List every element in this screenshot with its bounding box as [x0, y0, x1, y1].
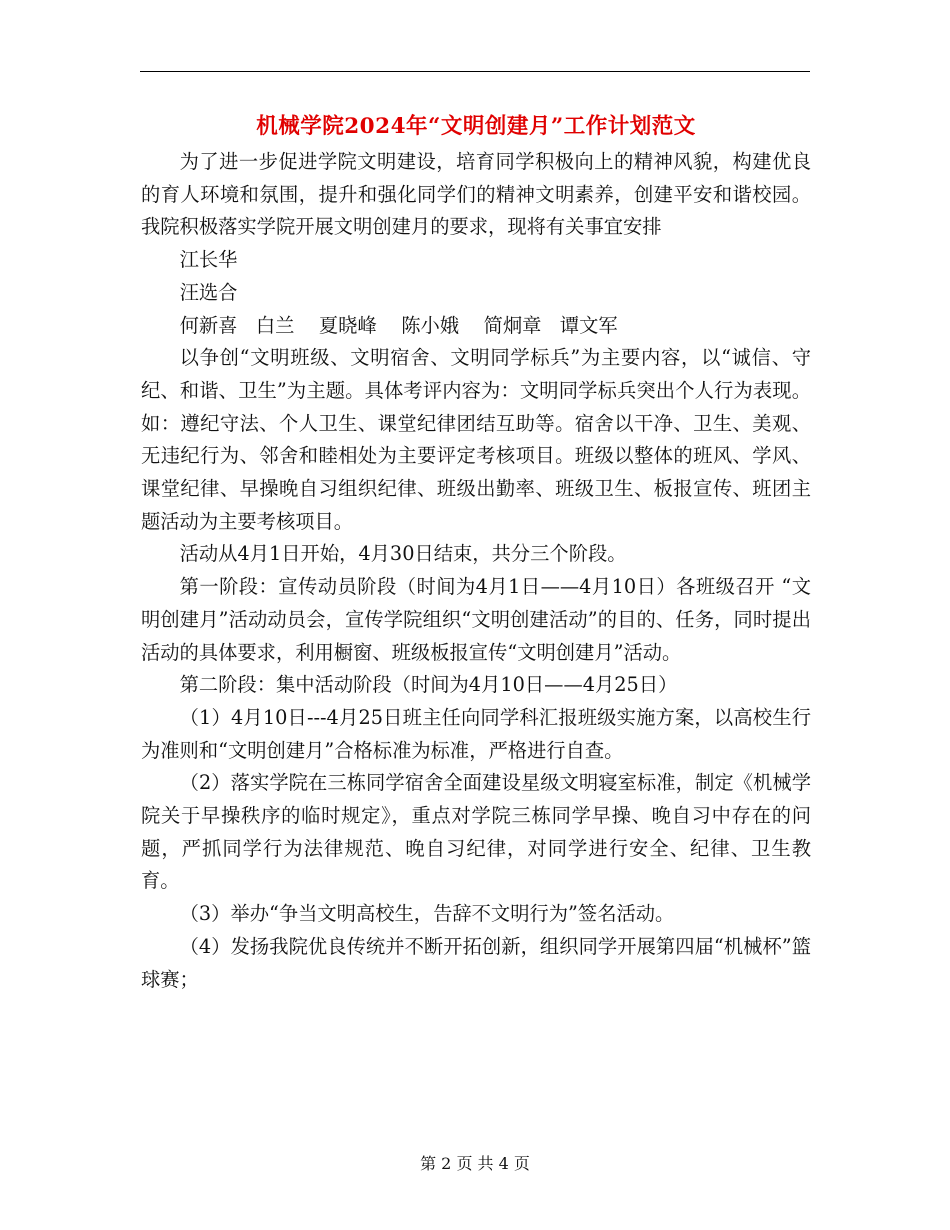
names-row: 何新喜 白兰 夏晓峰 陈小娥 简炯章 谭文军 — [179, 313, 618, 337]
page-number: 第 2 页 共 4 页 — [420, 1154, 530, 1173]
header-rule — [140, 71, 810, 72]
paragraph-intro: 为了进一步促进学院文明建设，培育同学积极向上的精神风貌，构建优良的育人环境和氛围，提升和强化同学们的精神文明素养，创建平安和谐校园。我院积极落实学院开展文明创建月的要求，现将有关事宜安排 — [141, 150, 811, 239]
name-line-2: 汪选合 — [179, 280, 238, 304]
name-line-1: 江长华 — [179, 248, 238, 272]
document-title: 机械学院2024年“文明创建月”工作计划范文 — [256, 114, 696, 139]
paragraph-content: 以争创“文明班级、文明宿舍、文明同学标兵”为主要内容，以“诚信、守纪、和谐、卫生”为主题。具体考评内容为：文明同学标兵突出个人行为表现。如：遵纪守法、个人卫生、课堂纪律团结互助等。宿舍以干净、卫生、美观、无违纪行为、邻舍和睦相处为主要评定考核项目。班级以整体的班风、学风、课堂纪律、早操晚自习组织纪律、班级出勤率、班级卫生、板报宣传、班团主题活动为主要考核项目。 — [141, 346, 811, 533]
list-item-4: （4）发扬我院优良传统并不断开拓创新，组织同学开展第四届“机械杯”篮球赛； — [141, 934, 811, 991]
paragraph-stage-two: 第二阶段：集中活动阶段（时间为4月10日——4月25日） — [179, 673, 678, 697]
list-item-3: （3）举办“争当文明高校生，告辞不文明行为”签名活动。 — [179, 902, 675, 926]
document-body — [141, 106, 811, 996]
list-item-1: （1）4月10日---4月25日班主任向同学科汇报班级实施方案，以高校生行为准则和“文明创建月”合格标准为标准，严格进行自查。 — [141, 705, 811, 762]
paragraph-schedule: 活动从4月1日开始，4月30日结束，共分三个阶段。 — [179, 542, 627, 566]
paragraph-stage-one: 第一阶段：宣传动员阶段（时间为4月1日——4月10日）各班级召开 “文明创建月”活动动员会，宣传学院组织“文明创建活动”的目的、任务，同时提出活动的具体要求，利用橱窗、班级板报宣传“文明创建月”活动。 — [141, 575, 811, 664]
list-item-2: （2）落实学院在三栋同学宿舍全面建设星级文明寝室标准，制定《机械学院关于早操秩序的临时规定》，重点对学院三栋同学早操、晚自习中存在的问题，严抓同学行为法律规范、晚自习纪律，对同学进行安全、纪律、卫生教育。 — [141, 771, 811, 893]
